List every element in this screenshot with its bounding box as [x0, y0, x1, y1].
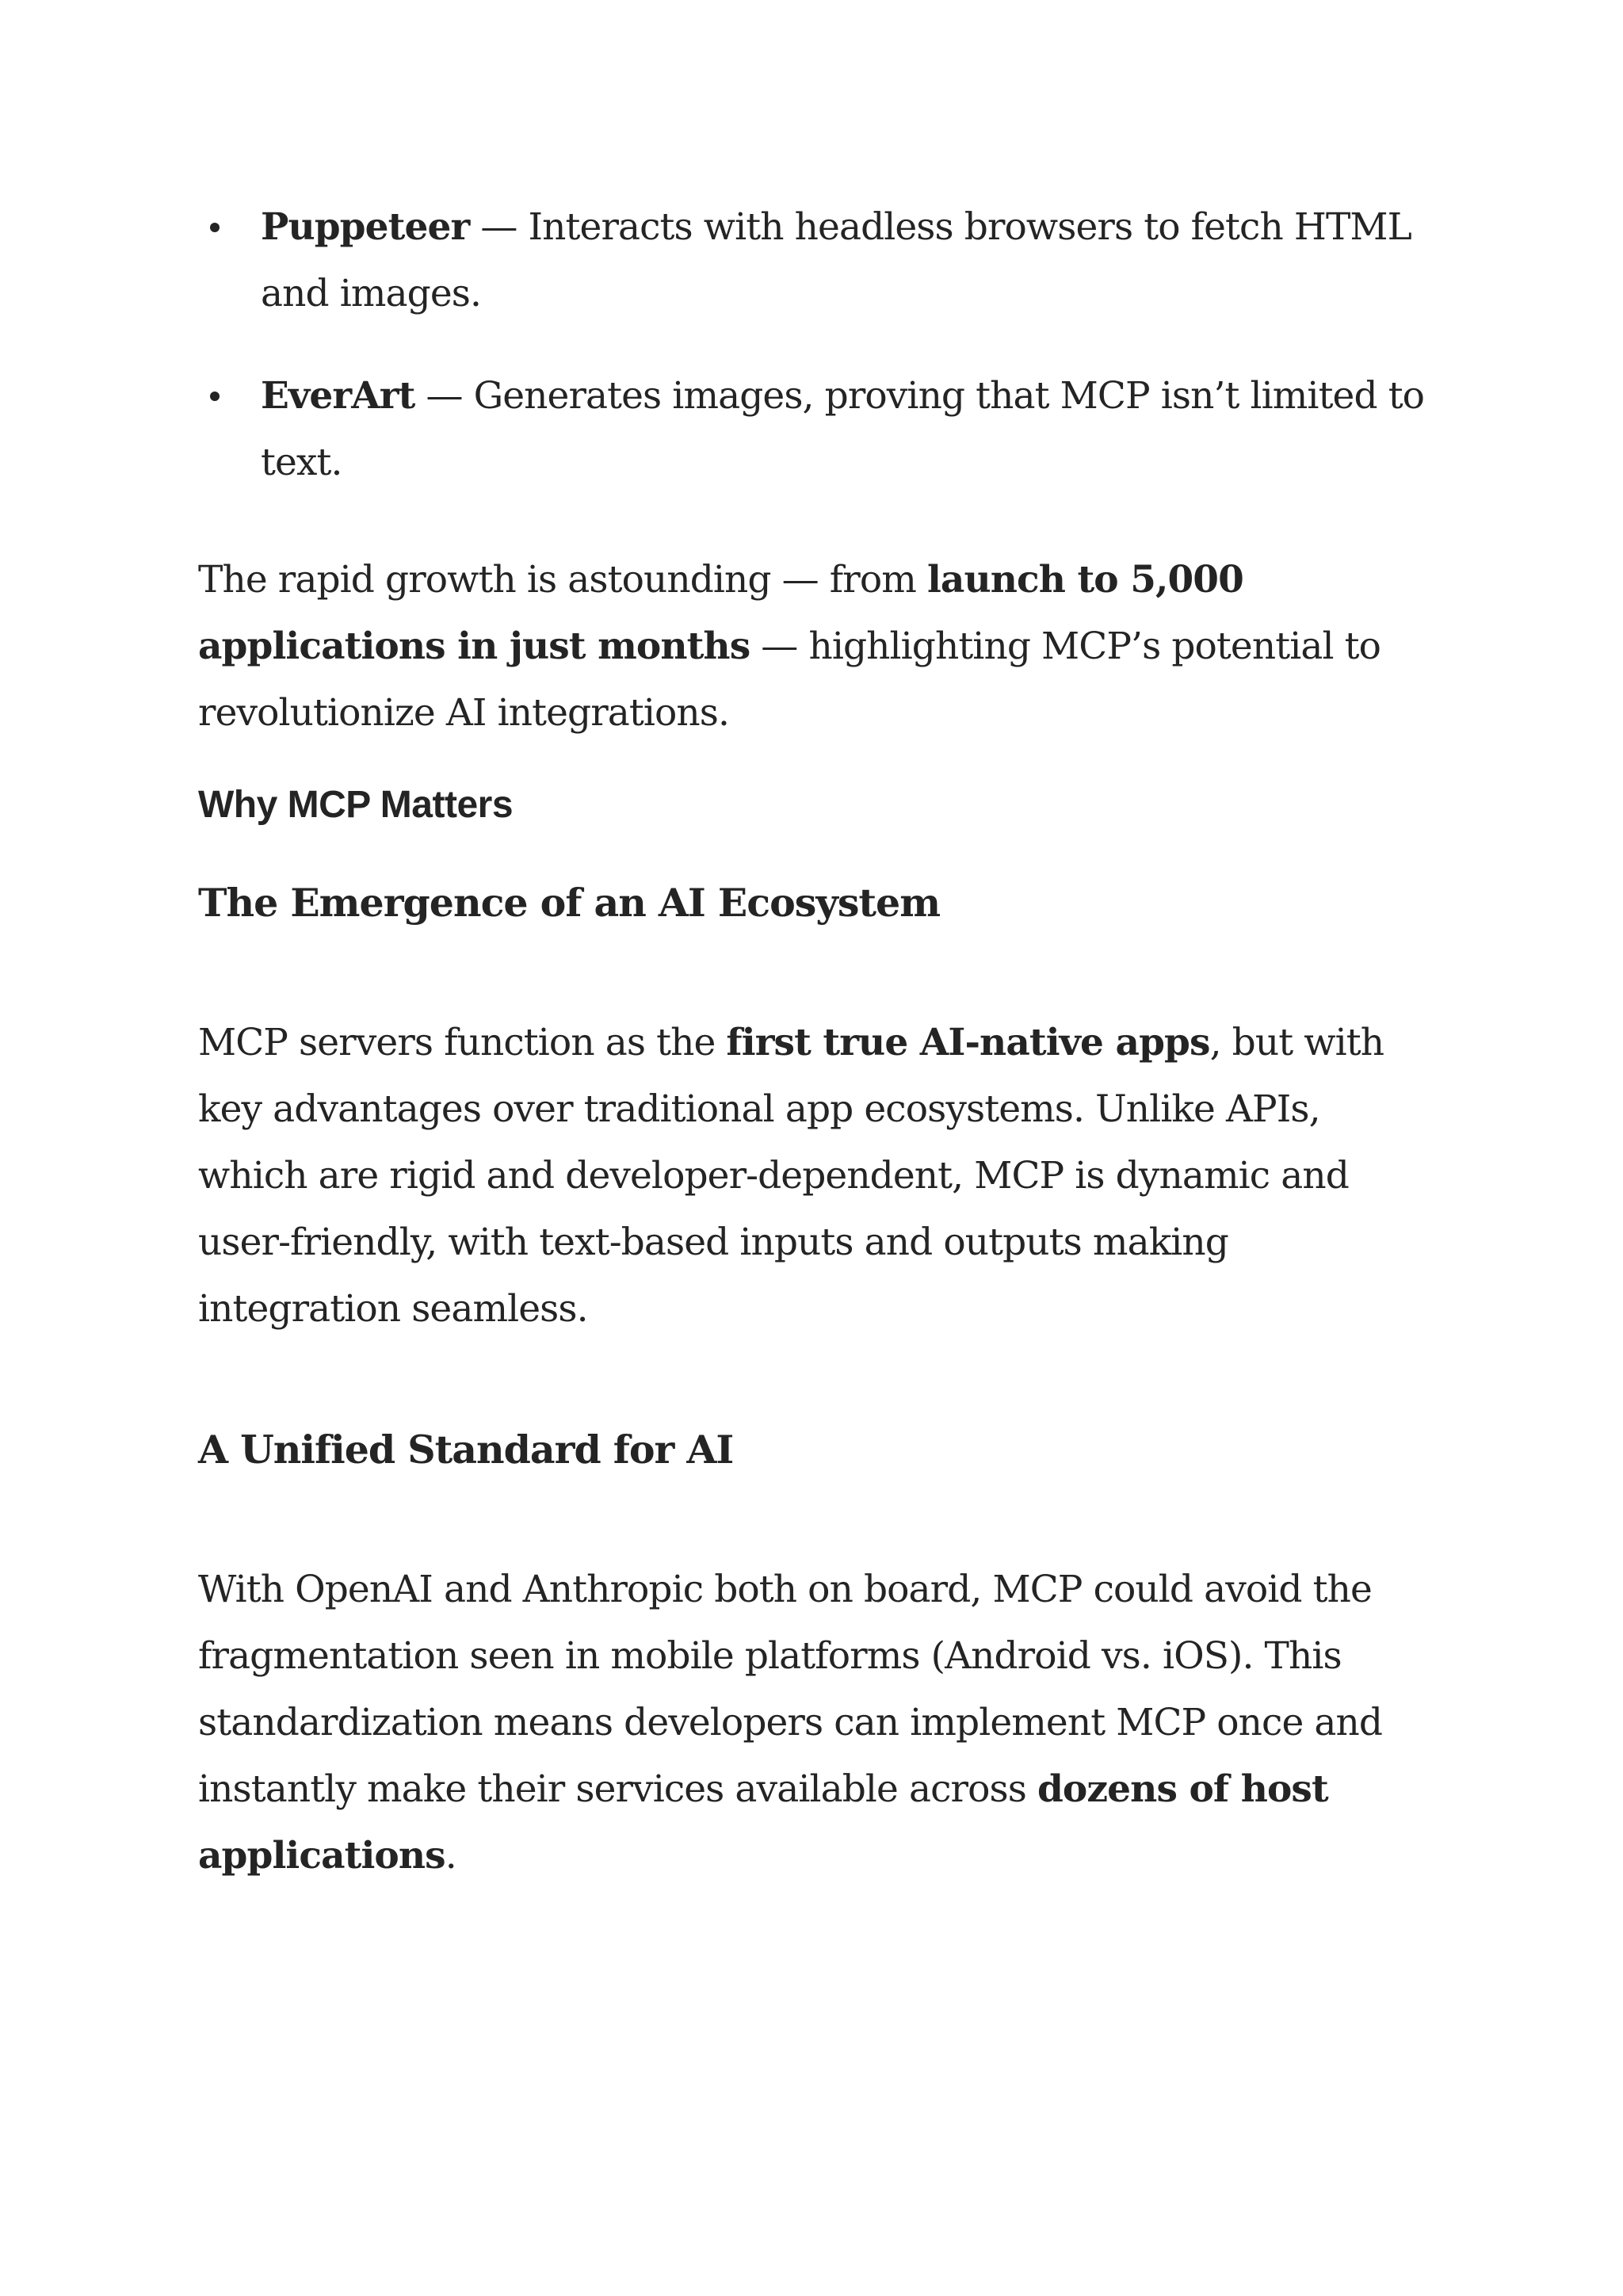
section-heading: Why MCP Matters: [198, 784, 514, 826]
standard-highlight: dozens of host applications: [198, 1767, 1328, 1878]
standard-paragraph: [198, 1557, 1434, 1889]
ecosystem-text-end: , but with key advantages over traditional app ecosystems. Unlike APIs, which are rigid and developer-dependent, MCP is dynamic and user-friendly, with text-based inputs and outputs making integration seamless.: [198, 1021, 1384, 1331]
bullet-icon: [210, 223, 220, 232]
ecosystem-paragraph: [198, 1010, 1434, 1343]
list-item-everart: [198, 363, 1434, 496]
ecosystem-highlight: first true AI-native apps: [726, 1021, 1210, 1064]
growth-paragraph: [198, 547, 1434, 747]
growth-text-end: — highlighting MCP’s potential to revolutionize AI integrations.: [198, 625, 1381, 735]
article-body: [198, 194, 1434, 1889]
ecosystem-text-start: MCP servers function as the: [198, 1021, 727, 1064]
bullet-icon: [210, 392, 220, 401]
growth-highlight: launch to 5,000 applications in just months: [198, 558, 1243, 668]
tool-description: — Interacts with headless browsers to fetch HTML and images.: [261, 205, 1411, 315]
tool-description: — Generates images, proving that MCP isn’t limited to text.: [261, 374, 1425, 484]
ecosystem-heading: The Emergence of an AI Ecosystem: [198, 880, 941, 926]
tool-list: [198, 194, 1434, 496]
growth-text-start: The rapid growth is astounding — from: [198, 558, 927, 602]
standard-text-end: .: [445, 1834, 456, 1878]
standard-text-start: With OpenAI and Anthropic both on board, MCP could avoid the fragmentation seen in mobile platforms (Android vs. iOS). This standardization means developers can implement MCP once and instantly make their services available across: [198, 1568, 1383, 1811]
tool-name: Puppeteer: [261, 205, 470, 249]
tool-name: EverArt: [261, 374, 415, 418]
list-item-puppeteer: [198, 194, 1434, 327]
standard-heading: A Unified Standard for AI: [198, 1427, 734, 1473]
